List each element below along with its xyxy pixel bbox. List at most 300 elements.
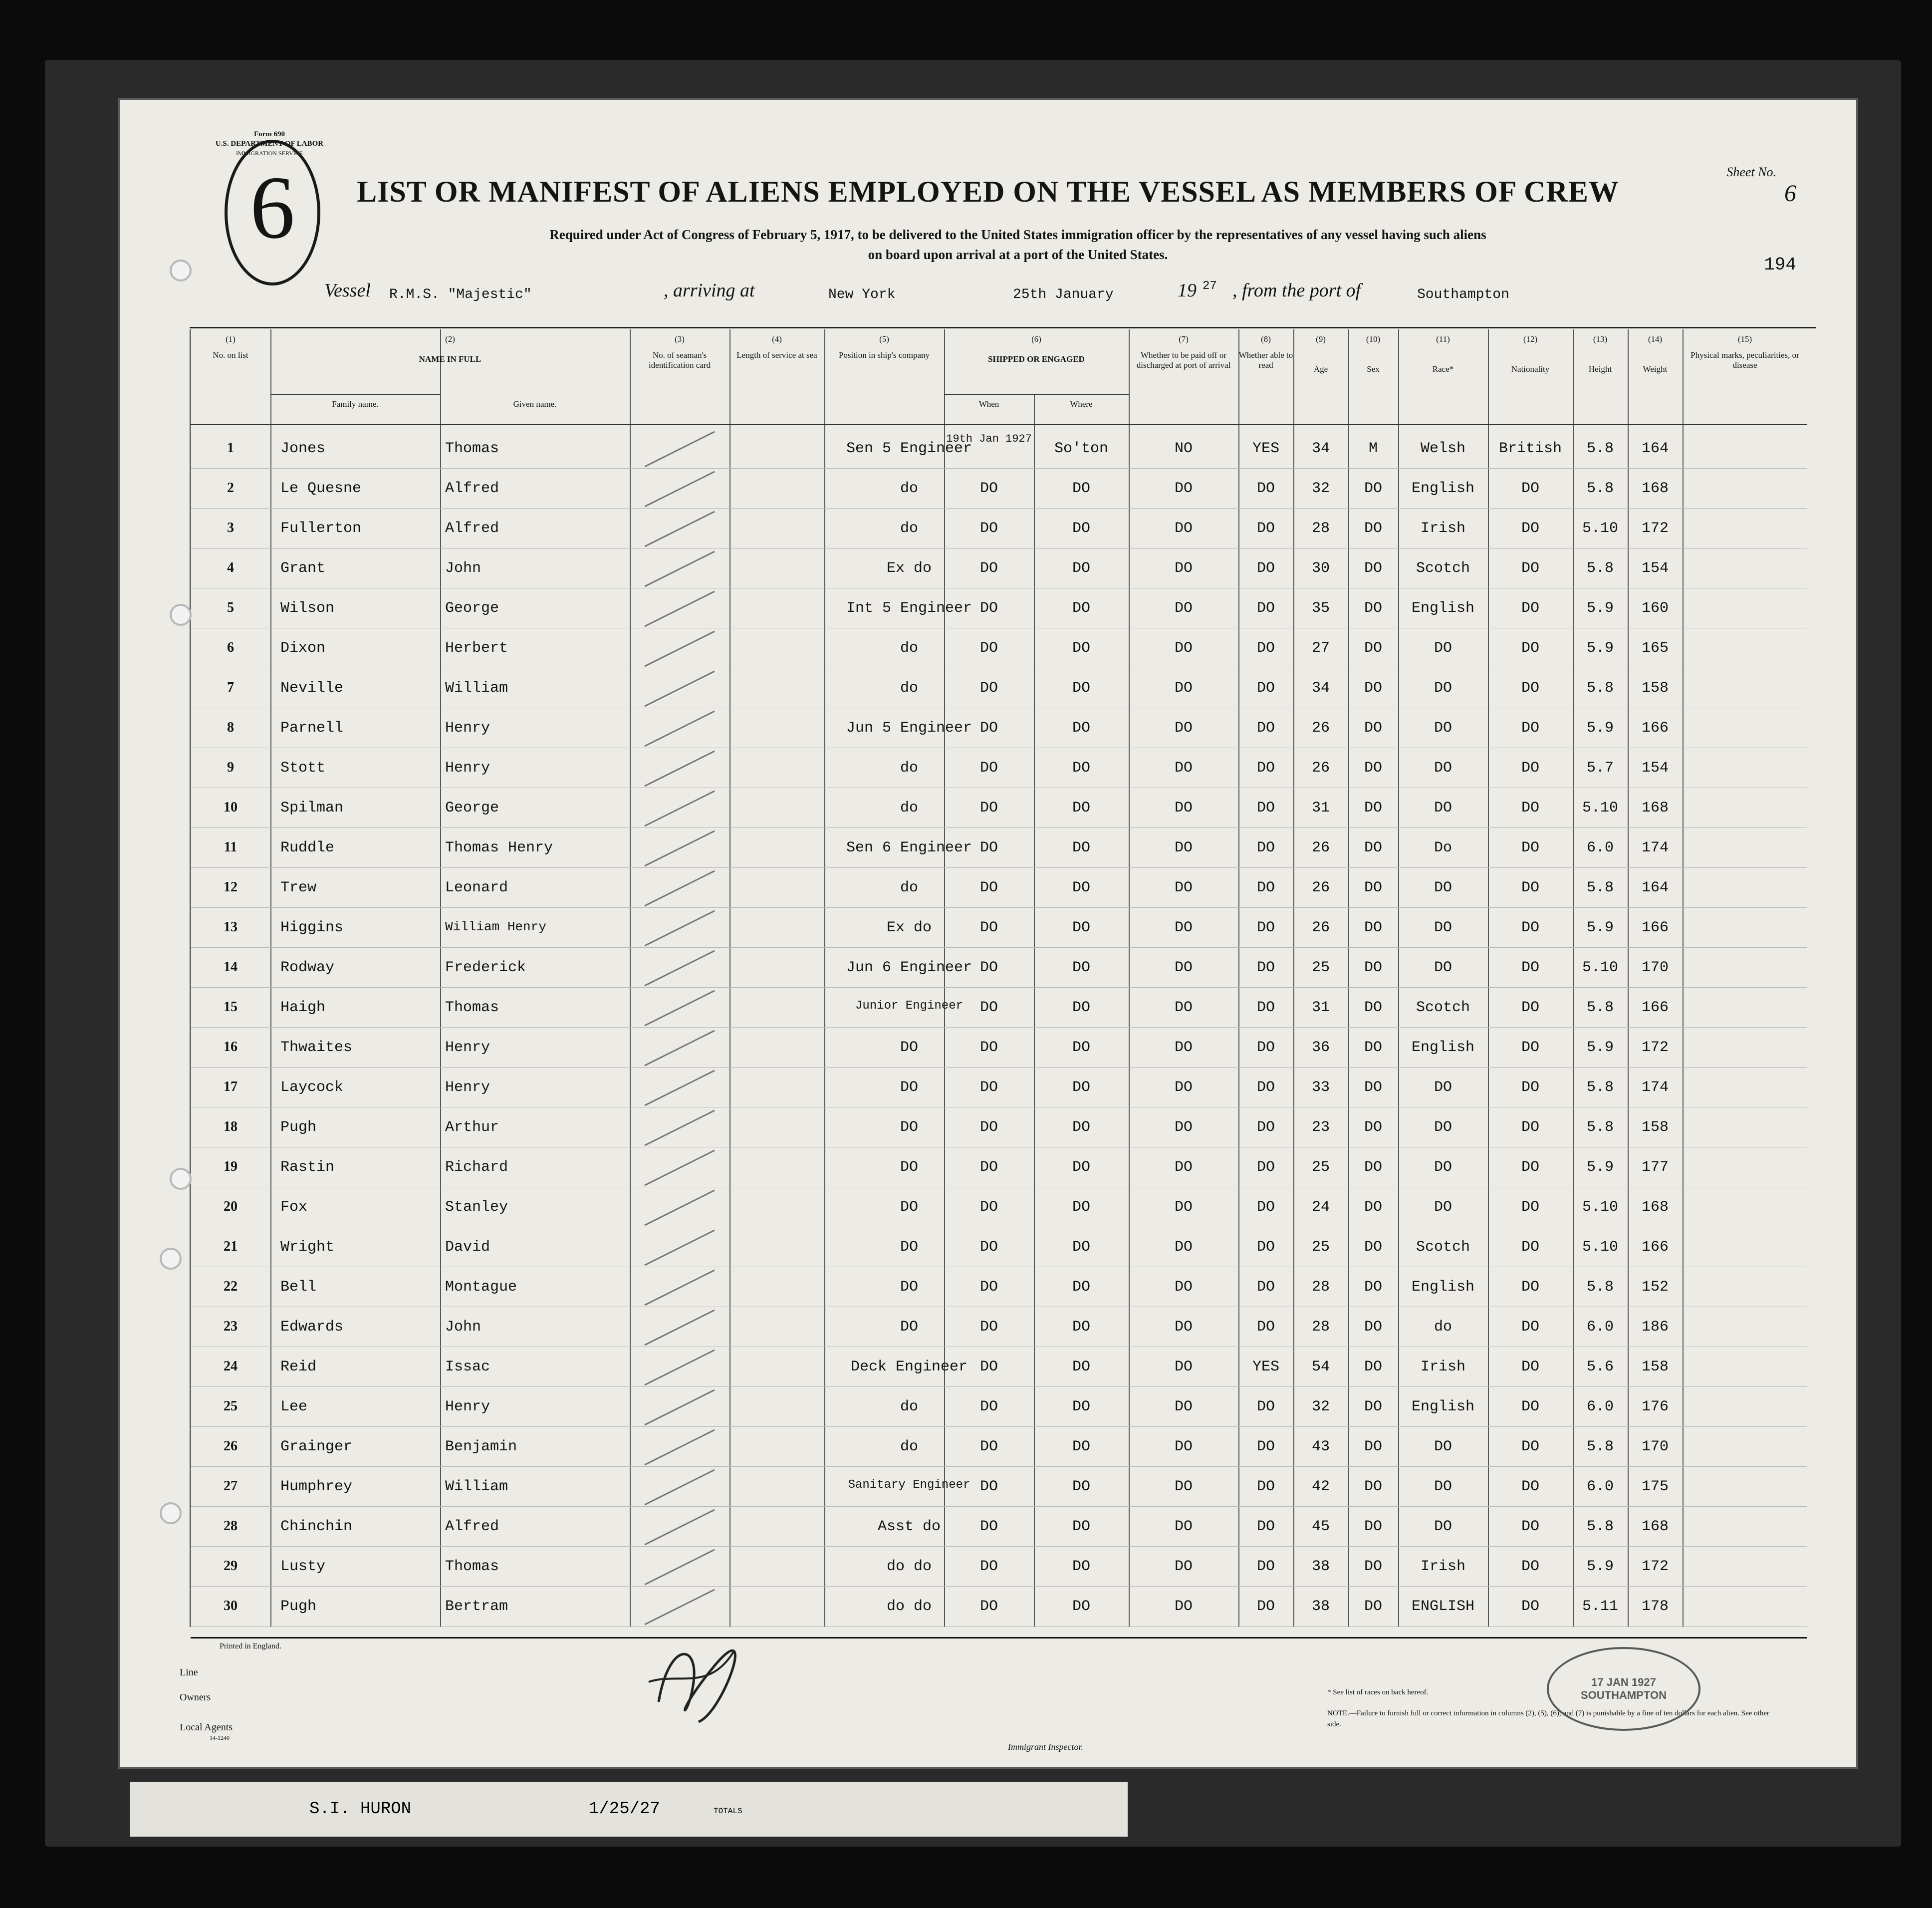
binder-hole: [160, 1248, 182, 1270]
row-rule: [191, 468, 1807, 469]
sex: DO: [1364, 1319, 1382, 1336]
totals-rule: [191, 1637, 1807, 1638]
position: do do: [886, 1558, 932, 1575]
able-to-read: DO: [1256, 560, 1275, 577]
weight: 168: [1641, 800, 1669, 817]
printed-note: Printed in England.: [220, 1642, 281, 1650]
identification-card-marks: [630, 429, 729, 1637]
shipped-when: DO: [979, 1079, 998, 1096]
column-divider: [1683, 329, 1684, 1627]
row-number: 30: [224, 1598, 238, 1614]
height: 5.8: [1586, 1079, 1614, 1096]
family-name: Higgins: [280, 919, 344, 936]
position: do: [900, 480, 918, 497]
weight: 170: [1641, 959, 1669, 976]
weight: 175: [1641, 1478, 1669, 1495]
shipped-when: DO: [979, 1398, 998, 1415]
shipped-where: DO: [1072, 1598, 1090, 1615]
year-prefix: 19: [1178, 280, 1197, 301]
paid-off: DO: [1174, 999, 1193, 1016]
row-number: 5: [227, 600, 234, 615]
height: 5.10: [1582, 1239, 1618, 1256]
sex: DO: [1364, 1279, 1382, 1296]
given-name: George: [445, 600, 499, 617]
paid-off: DO: [1174, 1518, 1193, 1535]
position: do: [900, 879, 918, 896]
family-name: Chinchin: [280, 1518, 353, 1535]
manifest-page: [120, 100, 1856, 1767]
able-to-read: DO: [1256, 680, 1275, 697]
height: 5.9: [1586, 1039, 1614, 1056]
shipped-where: DO: [1072, 999, 1090, 1016]
race: English: [1411, 600, 1475, 617]
races-note: * See list of races on back hereof.: [1327, 1688, 1429, 1696]
position: Ex do: [886, 560, 932, 577]
index-strip: [130, 1782, 1128, 1837]
shipped-when: DO: [979, 1319, 998, 1336]
shipped-where: DO: [1072, 1319, 1090, 1336]
page-title: LIST OR MANIFEST OF ALIENS EMPLOYED ON THE VESSEL AS MEMBERS OF CREW: [357, 175, 1619, 208]
sex: DO: [1364, 1518, 1382, 1535]
able-to-read: DO: [1256, 600, 1275, 617]
stamp-date: 17 JAN 1927: [1591, 1676, 1656, 1688]
nationality: DO: [1521, 1119, 1539, 1136]
local-agents-label: Local Agents: [180, 1722, 233, 1733]
shipped-where: DO: [1072, 680, 1090, 697]
row-number: 1: [227, 440, 234, 456]
shipped-when: DO: [979, 1199, 998, 1216]
family-name: Wright: [280, 1239, 335, 1256]
shipped-where: DO: [1072, 520, 1090, 537]
family-name: Neville: [280, 680, 344, 697]
row-number: 18: [224, 1119, 238, 1134]
row-number: 23: [224, 1319, 238, 1334]
paid-off: DO: [1174, 1558, 1193, 1575]
sex: DO: [1364, 879, 1382, 896]
height: 5.8: [1586, 879, 1614, 896]
nationality: DO: [1521, 839, 1539, 856]
able-to-read: DO: [1256, 520, 1275, 537]
row-number: 21: [224, 1239, 238, 1254]
weight: 154: [1641, 560, 1669, 577]
family-name: Pugh: [280, 1598, 317, 1615]
sex: M: [1368, 440, 1378, 457]
position: DO: [900, 1039, 918, 1056]
paid-off: DO: [1174, 839, 1193, 856]
column-divider: [729, 329, 730, 1627]
paid-off: DO: [1174, 520, 1193, 537]
shipped-where: DO: [1072, 480, 1090, 497]
race: DO: [1434, 1119, 1452, 1136]
binder-hole: [170, 1168, 192, 1190]
given-name: Henry: [445, 1039, 490, 1056]
race: Scotch: [1416, 1239, 1470, 1256]
position: do: [900, 760, 918, 777]
age: 24: [1311, 1199, 1330, 1216]
shipped-when: DO: [979, 1558, 998, 1575]
position: DO: [900, 1159, 918, 1176]
shipped-when: DO: [979, 800, 998, 817]
nationality: DO: [1521, 720, 1539, 737]
year-suffix: 27: [1203, 279, 1217, 293]
age: 32: [1311, 1398, 1330, 1415]
given-name: Alfred: [445, 1518, 499, 1535]
weight: 158: [1641, 1359, 1669, 1375]
port-stamp: [1547, 1647, 1700, 1731]
sex: DO: [1364, 1239, 1382, 1256]
age: 26: [1311, 720, 1330, 737]
row-number: 10: [224, 800, 238, 815]
height: 5.9: [1586, 640, 1614, 657]
row-number: 4: [227, 560, 234, 575]
race: DO: [1434, 640, 1452, 657]
family-name: Pugh: [280, 1119, 317, 1136]
sex: DO: [1364, 1039, 1382, 1056]
given-name: William Henry: [445, 919, 546, 934]
nationality: DO: [1521, 1558, 1539, 1575]
able-to-read: DO: [1256, 879, 1275, 896]
height: 5.8: [1586, 1119, 1614, 1136]
row-number: 2: [227, 480, 234, 496]
strip-totals: TOTALS: [714, 1807, 742, 1816]
able-to-read: YES: [1252, 1359, 1279, 1375]
sex: DO: [1364, 1359, 1382, 1375]
race: English: [1411, 1279, 1475, 1296]
sheet-value: 6: [1784, 180, 1796, 207]
col14-heading: (14) Weight: [1643, 334, 1668, 374]
row-rule: [191, 1466, 1807, 1467]
weight: 170: [1641, 1438, 1669, 1455]
race: Irish: [1420, 1359, 1465, 1375]
given-name: Thomas Henry: [445, 839, 553, 856]
sex: DO: [1364, 1478, 1382, 1495]
age: 23: [1311, 1119, 1330, 1136]
shipped-where: DO: [1072, 1518, 1090, 1535]
sex: DO: [1364, 839, 1382, 856]
height: 5.9: [1586, 1159, 1614, 1176]
nationality: DO: [1521, 1359, 1539, 1375]
given-name: William: [445, 680, 508, 697]
able-to-read: DO: [1256, 800, 1275, 817]
family-name: Rodway: [280, 959, 335, 976]
form-number: Form 690: [253, 130, 285, 138]
weight: 164: [1641, 440, 1669, 457]
height: 5.9: [1586, 919, 1614, 936]
able-to-read: DO: [1256, 959, 1275, 976]
age: 26: [1311, 760, 1330, 777]
shipped-where: DO: [1072, 1398, 1090, 1415]
shipped-when: DO: [979, 520, 998, 537]
position: do: [900, 800, 918, 817]
given-name: Henry: [445, 1398, 490, 1415]
position: Asst do: [877, 1518, 941, 1535]
row-rule: [191, 907, 1807, 908]
nationality: DO: [1521, 1199, 1539, 1216]
row-number: 19: [224, 1159, 238, 1174]
position: DO: [900, 1079, 918, 1096]
able-to-read: DO: [1256, 919, 1275, 936]
able-to-read: DO: [1256, 480, 1275, 497]
row-number: 8: [227, 720, 234, 735]
paid-off: DO: [1174, 1199, 1193, 1216]
family-name: Bell: [280, 1279, 317, 1296]
paid-off: DO: [1174, 1159, 1193, 1176]
age: 28: [1311, 520, 1330, 537]
paid-off: DO: [1174, 760, 1193, 777]
given-name: Thomas: [445, 440, 499, 457]
column-divider: [270, 329, 271, 1627]
paid-off: DO: [1174, 480, 1193, 497]
able-to-read: DO: [1256, 1119, 1275, 1136]
row-number: 13: [224, 919, 238, 935]
weight: 174: [1641, 1079, 1669, 1096]
weight: 177: [1641, 1159, 1669, 1176]
shipped-when: DO: [979, 760, 998, 777]
able-to-read: DO: [1256, 1159, 1275, 1176]
age: 34: [1311, 680, 1330, 697]
sex: DO: [1364, 720, 1382, 737]
race: Do: [1434, 839, 1452, 856]
shipped-when: DO: [979, 680, 998, 697]
col5-heading: (5) Position in ship's company: [838, 334, 930, 360]
arriving-label: , arriving at: [664, 280, 755, 301]
nationality: DO: [1521, 919, 1539, 936]
given-name: Richard: [445, 1159, 508, 1176]
family-name: Parnell: [280, 720, 344, 737]
from-label: , from the port of: [1232, 280, 1361, 301]
shipped-where: DO: [1072, 919, 1090, 936]
position: do: [900, 680, 918, 697]
shipped-when: DO: [979, 640, 998, 657]
header-rule: [190, 327, 1816, 328]
age: 25: [1311, 959, 1330, 976]
position: Ex do: [886, 919, 932, 936]
row-number: 29: [224, 1558, 238, 1574]
height: 6.0: [1586, 1398, 1614, 1415]
able-to-read: DO: [1256, 760, 1275, 777]
given-name: Issac: [445, 1359, 490, 1375]
weight: 160: [1641, 600, 1669, 617]
row-number: 22: [224, 1279, 238, 1294]
paid-off: DO: [1174, 919, 1193, 936]
able-to-read: YES: [1252, 440, 1279, 457]
sex: DO: [1364, 800, 1382, 817]
sex: DO: [1364, 520, 1382, 537]
shipped-when: DO: [979, 1159, 998, 1176]
position: Jun 6 Engineer: [846, 959, 972, 976]
paid-off: DO: [1174, 1359, 1193, 1375]
row-number: 25: [224, 1398, 238, 1414]
nationality: DO: [1521, 1159, 1539, 1176]
inspector-signature: [639, 1622, 738, 1732]
paid-off: DO: [1174, 1039, 1193, 1056]
weight: 166: [1641, 1239, 1669, 1256]
age: 34: [1311, 440, 1330, 457]
height: 5.9: [1586, 720, 1614, 737]
weight: 168: [1641, 1518, 1669, 1535]
crew-table: [190, 329, 1807, 1627]
binder-hole: [160, 1502, 182, 1524]
paid-off: DO: [1174, 800, 1193, 817]
department-name: U.S. DEPARTMENT OF LABOR: [215, 140, 324, 148]
age: 26: [1311, 839, 1330, 856]
position: Sen 5 Engineer: [846, 440, 972, 457]
shipped-where: DO: [1072, 1359, 1090, 1375]
shipped-where: DO: [1072, 879, 1090, 896]
col7-heading: (7) Whether to be paid off or discharged at port of arrival: [1136, 334, 1231, 370]
subtitle-line-1: Required under Act of Congress of February 5, 1917, to be delivered to the United States immigration officer by the representatives of any vessel having such aliens: [549, 227, 1486, 242]
sex: DO: [1364, 480, 1382, 497]
shipped-where: DO: [1072, 1079, 1090, 1096]
sex: DO: [1364, 1598, 1382, 1615]
family-name: Stott: [280, 760, 326, 777]
col6a-heading: When: [978, 399, 999, 409]
sex: DO: [1364, 560, 1382, 577]
family-name: Wilson: [280, 600, 335, 617]
shipped-where: DO: [1072, 1199, 1090, 1216]
row-rule: [191, 947, 1807, 948]
height: 5.8: [1586, 1518, 1614, 1535]
paid-off: DO: [1174, 1319, 1193, 1336]
sex: DO: [1364, 680, 1382, 697]
page-subtitle: [359, 225, 1677, 265]
shipped-when: DO: [979, 600, 998, 617]
race: ENGLISH: [1411, 1598, 1475, 1615]
shipped-where: DO: [1072, 839, 1090, 856]
race: DO: [1434, 1518, 1452, 1535]
sex: DO: [1364, 1159, 1382, 1176]
row-number: 27: [224, 1478, 238, 1494]
position: DO: [900, 1319, 918, 1336]
able-to-read: DO: [1256, 1039, 1275, 1056]
age: 26: [1311, 919, 1330, 936]
height: 5.8: [1586, 1279, 1614, 1296]
able-to-read: DO: [1256, 1398, 1275, 1415]
row-rule: [191, 1426, 1807, 1427]
race: DO: [1434, 879, 1452, 896]
family-name: Edwards: [280, 1319, 344, 1336]
shipped-when: DO: [979, 1478, 998, 1495]
sex: DO: [1364, 1398, 1382, 1415]
sheet-label: Sheet No.: [1726, 165, 1776, 179]
shipped-when: DO: [979, 1279, 998, 1296]
position: do: [900, 640, 918, 657]
able-to-read: DO: [1256, 1239, 1275, 1256]
nationality: DO: [1521, 1079, 1539, 1096]
shipped-when: DO: [979, 1039, 998, 1056]
col1-heading: (1) No. on list: [213, 334, 248, 360]
page-number: 194: [1764, 255, 1796, 275]
subtitle-line-2: on board upon arrival at a port of the United States.: [868, 247, 1168, 262]
col13-heading: (13) Height: [1588, 334, 1612, 374]
height: 6.0: [1586, 1319, 1614, 1336]
race: DO: [1434, 720, 1452, 737]
position: do do: [886, 1598, 932, 1615]
service-name: IMMIGRATION SERVICE: [236, 150, 303, 157]
height: 5.8: [1586, 1438, 1614, 1455]
able-to-read: DO: [1256, 1079, 1275, 1096]
age: 36: [1311, 1039, 1330, 1056]
nationality: DO: [1521, 1518, 1539, 1535]
weight: 158: [1641, 1119, 1669, 1136]
position: DO: [900, 1119, 918, 1136]
family-name: Grainger: [280, 1438, 353, 1455]
race: DO: [1434, 1199, 1452, 1216]
position: DO: [900, 1279, 918, 1296]
nationality: DO: [1521, 600, 1539, 617]
row-rule: [191, 867, 1807, 868]
shipped-where: DO: [1072, 1119, 1090, 1136]
nationality: DO: [1521, 520, 1539, 537]
line-label: Line: [180, 1667, 198, 1678]
col4-heading: (4) Length of service at sea: [736, 334, 817, 360]
given-name: Henry: [445, 760, 490, 777]
shipped-when: DO: [979, 919, 998, 936]
race: DO: [1434, 1079, 1452, 1096]
height: 5.6: [1586, 1359, 1614, 1375]
strip-date: 1/25/27: [589, 1800, 660, 1819]
row-number: 11: [224, 839, 238, 855]
row-number: 15: [224, 999, 238, 1015]
weight: 168: [1641, 480, 1669, 497]
position: Sen 6 Engineer: [846, 839, 972, 856]
position: Deck Engineer: [850, 1359, 968, 1375]
shipped-where: So'ton: [1054, 440, 1109, 457]
age: 38: [1311, 1598, 1330, 1615]
race: do: [1434, 1319, 1452, 1336]
from-port: Southampton: [1417, 287, 1509, 302]
sex: DO: [1364, 919, 1382, 936]
weight: 168: [1641, 1199, 1669, 1216]
race: DO: [1434, 1478, 1452, 1495]
nationality: DO: [1521, 760, 1539, 777]
weight: 165: [1641, 640, 1669, 657]
given-name: John: [445, 1319, 482, 1336]
race: Welsh: [1420, 440, 1465, 457]
age: 27: [1311, 640, 1330, 657]
weight: 178: [1641, 1598, 1669, 1615]
age: 31: [1311, 800, 1330, 817]
family-name: Thwaites: [280, 1039, 353, 1056]
given-name: George: [445, 800, 499, 817]
col2b-heading: Given name.: [513, 399, 557, 409]
sex: DO: [1364, 1199, 1382, 1216]
sex: DO: [1364, 1438, 1382, 1455]
able-to-read: DO: [1256, 1518, 1275, 1535]
race: English: [1411, 1039, 1475, 1056]
shipped-when: DO: [979, 1598, 998, 1615]
paid-off: DO: [1174, 1279, 1193, 1296]
given-name: William: [445, 1478, 508, 1495]
paid-off: DO: [1174, 680, 1193, 697]
given-name: Arthur: [445, 1119, 499, 1136]
family-name: Ruddle: [280, 839, 335, 856]
row-number: 20: [224, 1199, 238, 1214]
age: 25: [1311, 1239, 1330, 1256]
nationality: DO: [1521, 1438, 1539, 1455]
row-rule: [191, 1386, 1807, 1387]
row-number: 9: [227, 760, 234, 775]
col6b-heading: Where: [1070, 399, 1093, 409]
age: 26: [1311, 879, 1330, 896]
height: 5.7: [1586, 760, 1614, 777]
able-to-read: DO: [1256, 1199, 1275, 1216]
nationality: DO: [1521, 680, 1539, 697]
given-name: David: [445, 1239, 490, 1256]
shipped-when: 19th Jan 1927: [946, 433, 1032, 445]
given-name: Bertram: [445, 1598, 508, 1615]
col2-heading: (2) NAME IN FULL: [419, 334, 482, 364]
